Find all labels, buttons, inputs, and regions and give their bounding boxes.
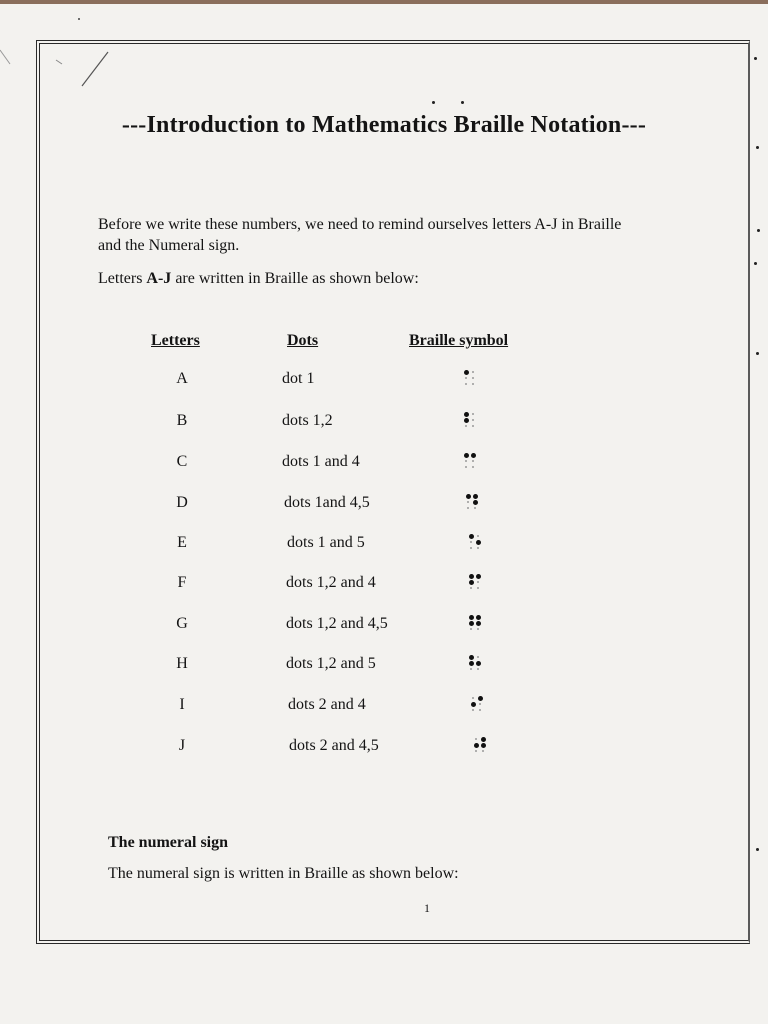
braille-cell-symbol [469,655,481,673]
speck [756,146,759,149]
speck [461,101,464,104]
numeral-sign-text: The numeral sign is written in Braille as shown below: [108,865,459,882]
braille-dot-flat [477,547,479,549]
braille-dot-flat [477,587,479,589]
braille-dot-flat [465,425,467,427]
braille-dot-flat [472,383,474,385]
braille-cell-symbol [474,737,486,755]
table-cell-letter: G [176,615,188,632]
table-cell-dots: dots 1,2 and 5 [286,655,376,672]
braille-cell-symbol [471,696,483,714]
page-number: 1 [424,901,430,915]
braille-dot-flat [472,466,474,468]
column-header-letters: Letters [151,332,200,349]
braille-dot-flat [479,703,481,705]
braille-dot-flat [472,377,474,379]
braille-dot-flat [472,371,474,373]
speck [754,262,757,265]
braille-cell-symbol [466,494,478,512]
braille-dot-raised [469,574,474,579]
table-cell-letter: E [177,534,187,551]
braille-dot-flat [465,383,467,385]
braille-dot-raised [476,540,481,545]
braille-dot-raised [481,737,486,742]
table-cell-dots: dots 1 and 4 [282,453,360,470]
braille-dot-raised [473,500,478,505]
table-cell-dots: dots 1,2 and 4 [286,574,376,591]
braille-dot-raised [469,661,474,666]
braille-dot-flat [472,425,474,427]
table-cell-letter: J [178,737,186,754]
table-cell-letter: C [176,453,188,470]
braille-dot-raised [466,494,471,499]
braille-cell-symbol [464,370,476,388]
braille-dot-raised [481,743,486,748]
numeral-sign-heading: The numeral sign [108,834,229,851]
braille-dot-raised [476,574,481,579]
letters-intro-range: A-J [146,270,172,287]
table-cell-dots: dots 1and 4,5 [284,494,370,511]
braille-dot-flat [477,581,479,583]
letters-intro [98,270,419,288]
intro-line: Before we write these numbers, we need to remind ourselves letters A-J in Braille [98,216,622,233]
braille-dot-flat [470,628,472,630]
table-cell-letter: I [179,696,185,713]
braille-dot-flat [465,460,467,462]
column-header-braille-symbol: Braille symbol [409,332,509,349]
column-header-dots: Dots [287,332,319,349]
braille-cell-symbol [464,412,476,430]
table-cell-letter: B [176,412,188,429]
braille-dot-raised [476,661,481,666]
braille-dot-raised [476,615,481,620]
braille-dot-flat [475,738,477,740]
braille-dot-raised [471,702,476,707]
braille-dot-raised [476,621,481,626]
table-cell-dots: dots 2 and 4 [288,696,366,713]
intro-paragraph [98,214,728,256]
table-cell-letter: F [177,574,187,591]
braille-dot-raised [478,696,483,701]
speck [432,101,435,104]
letters-intro-before: Letters [98,270,147,287]
braille-dot-flat [465,377,467,379]
braille-dot-flat [472,697,474,699]
braille-dot-raised [469,534,474,539]
braille-dot-flat [470,541,472,543]
braille-cell-symbol [469,534,481,552]
braille-dot-raised [469,655,474,660]
braille-dot-flat [477,656,479,658]
speck [756,352,759,355]
braille-dot-flat [472,419,474,421]
braille-dot-flat [470,668,472,670]
braille-dot-flat [467,507,469,509]
table-cell-dots: dots 2 and 4,5 [289,737,379,754]
braille-cell-symbol [469,574,481,592]
braille-dot-flat [470,587,472,589]
braille-dot-flat [479,709,481,711]
braille-dot-flat [477,668,479,670]
braille-dot-raised [464,412,469,417]
page-title: ---Introduction to Mathematics Braille Notation--- [121,112,647,138]
table-cell-letter: A [176,370,188,387]
braille-dot-raised [473,494,478,499]
speck [754,57,757,60]
braille-dot-flat [472,460,474,462]
table-cell-dots: dots 1,2 [282,412,333,429]
speck [757,229,760,232]
letters-intro-after: are written in Braille as shown below: [171,270,419,287]
braille-dot-flat [475,750,477,752]
braille-dot-raised [464,453,469,458]
braille-dot-flat [482,750,484,752]
braille-dot-flat [474,507,476,509]
intro-line: and the Numeral sign. [98,237,240,254]
braille-cell-symbol [464,453,476,471]
speck [756,848,759,851]
page-border [36,40,750,944]
braille-dot-flat [470,547,472,549]
braille-dot-flat [472,413,474,415]
braille-dot-flat [465,466,467,468]
braille-cell-symbol [469,615,481,633]
table-cell-dots: dot 1 [282,370,315,387]
braille-dot-flat [467,501,469,503]
braille-dot-raised [469,621,474,626]
table-cell-dots: dots 1,2 and 4,5 [286,615,388,632]
braille-dot-raised [469,615,474,620]
table-cell-letter: D [176,494,188,511]
braille-dot-raised [469,580,474,585]
table-cell-letter: H [176,655,188,672]
braille-dot-raised [471,453,476,458]
braille-dot-raised [464,370,469,375]
braille-dot-flat [477,628,479,630]
braille-dot-flat [472,709,474,711]
braille-dot-raised [474,743,479,748]
braille-dot-raised [464,418,469,423]
braille-dot-flat [477,535,479,537]
table-cell-dots: dots 1 and 5 [287,534,365,551]
